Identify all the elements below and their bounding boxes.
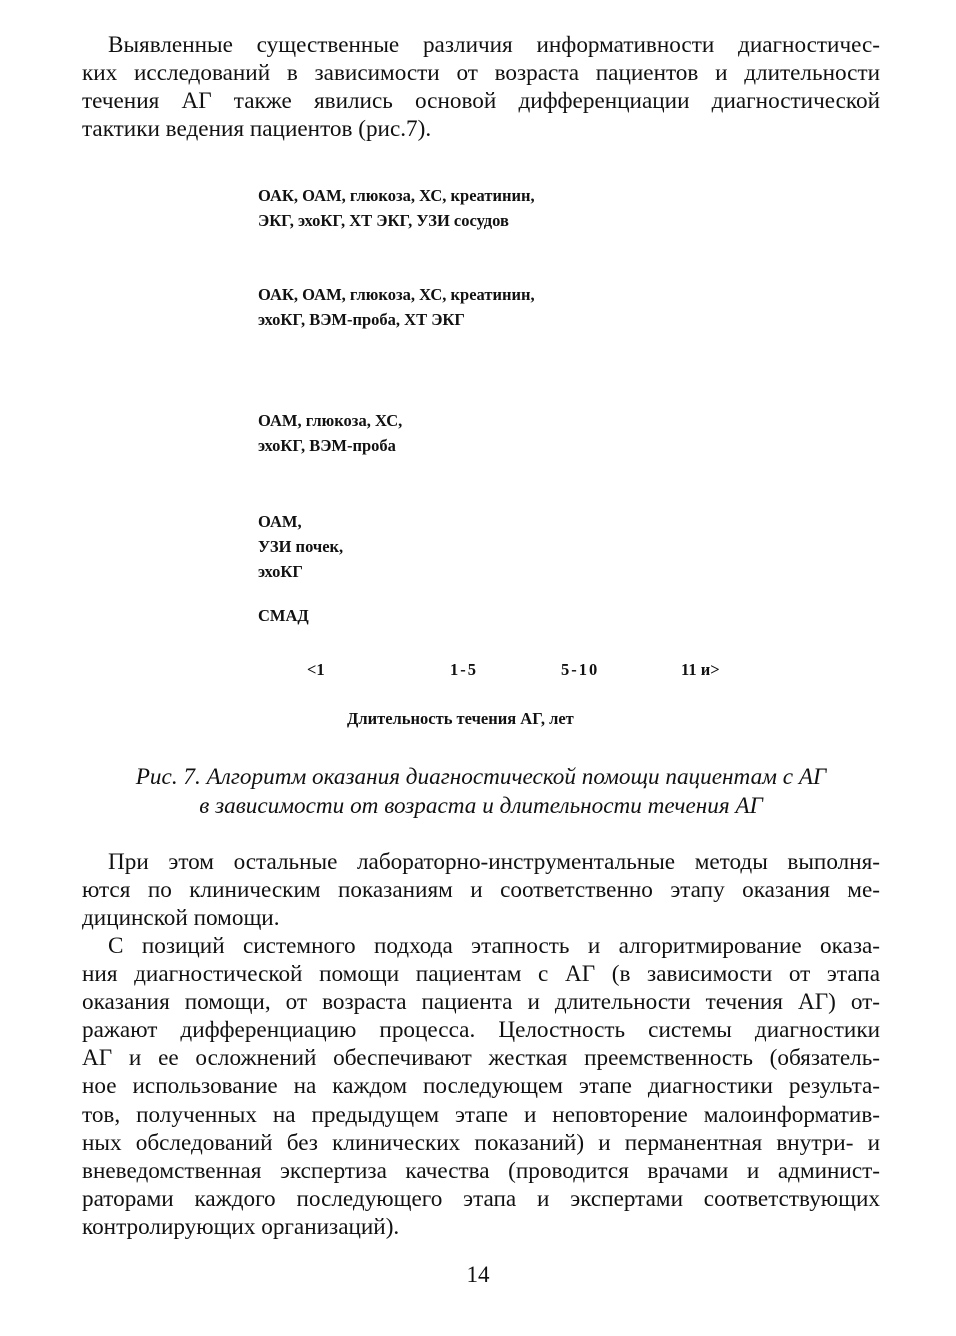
diagnostic-line: эхоКГ <box>258 562 303 581</box>
text-line: тактики ведения пациентов (рис.7). <box>82 116 432 143</box>
diagnostic-block <box>258 509 343 584</box>
body-paragraph <box>82 848 880 932</box>
text-line: тов, полученных на предыдущем этапе и неповторение малоинформатив- <box>82 1101 880 1128</box>
caption-line: Рис. 7. Алгоритм оказания диагностической помощи пациентам с АГ <box>135 764 827 790</box>
diagnostic-line: ЭКГ, эхоКГ, ХТ ЭКГ, УЗИ сосудов <box>258 211 509 230</box>
diagnostic-block <box>258 282 535 332</box>
diagnostic-block <box>258 603 309 628</box>
caption-line: в зависимости от возраста и длительности течения АГ <box>199 793 763 819</box>
x-tick-label: <1 <box>307 660 325 679</box>
text-line: При этом остальные лабораторно-инструментальные методы выполня- <box>108 849 880 875</box>
text-line: раторами каждого последующего этапа и экспертами соответствующих <box>82 1185 880 1212</box>
x-tick-label: 1-5 <box>450 660 478 679</box>
text-line: ких исследований в зависимости от возраста пациентов и длительности <box>82 60 880 87</box>
text-line: дицинской помощи. <box>82 905 280 932</box>
text-line: АГ и ее осложнений обеспечивают жесткая преемственность (обязатель- <box>82 1045 880 1072</box>
diagnostic-block <box>258 183 535 233</box>
text-line: вневедомственная экспертиза качества (проводится врачами и админист- <box>82 1157 880 1184</box>
x-tick-label: 11 и> <box>681 660 720 679</box>
page-number: 14 <box>466 1262 490 1287</box>
text-line: ное использование на каждом последующем этапе диагностики результа- <box>82 1073 880 1100</box>
text-line: Выявленные существенные различия информативности диагностичес- <box>108 32 880 58</box>
text-line: ных обследований без клинических показаний) и перманентная внутри- и <box>82 1129 880 1156</box>
text-line: контролирующих организаций). <box>82 1213 400 1240</box>
text-line: оказания помощи, от возраста пациента и длительности течения АГ) от- <box>82 989 880 1016</box>
diagnostic-line: ОАК, ОАМ, глюкоза, ХС, креатинин, <box>258 186 535 205</box>
text-line: С позиций системного подхода этапность и алгоритмирование оказа- <box>108 933 880 959</box>
body-paragraph <box>82 932 880 1241</box>
diagnostic-line: ОАМ, <box>258 512 302 531</box>
diagnostic-line: эхоКГ, ВЭМ-проба, ХТ ЭКГ <box>258 310 465 329</box>
diagnostic-block <box>258 408 402 458</box>
x-tick-label: 5-10 <box>561 660 600 679</box>
text-line: течения АГ также явились основой дифференциации диагностической <box>82 88 880 115</box>
diagnostic-line: эхоКГ, ВЭМ-проба <box>258 436 396 455</box>
text-line: ражают дифференциацию процесса. Целостность системы диагностики <box>82 1017 880 1044</box>
diagnostic-line: ОАК, ОАМ, глюкоза, ХС, креатинин, <box>258 285 535 304</box>
diagnostic-line: УЗИ почек, <box>258 537 344 556</box>
text-line: ния диагностической помощи пациентам с АГ (в зависимости от этапа <box>82 961 880 988</box>
figure-caption <box>82 763 880 821</box>
x-axis-title: Длительность течения АГ, лет <box>347 709 574 728</box>
diagnostic-line: ОАМ, глюкоза, ХС, <box>258 411 403 430</box>
intro-paragraph <box>82 31 880 143</box>
diagnostic-line: СМАД <box>258 606 309 625</box>
text-line: ются по клиническим показаниям и соответственно этапу оказания ме- <box>82 877 880 904</box>
